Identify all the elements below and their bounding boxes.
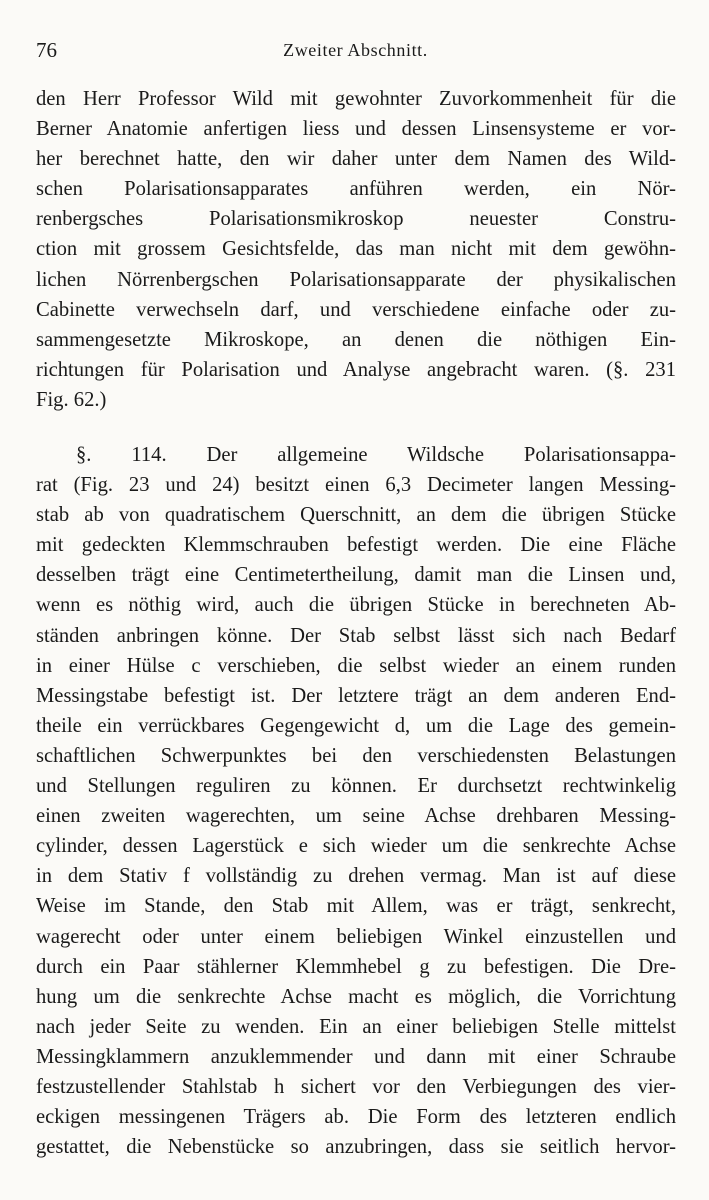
text-line: ction mit grossem Gesichtsfelde, das man nicht mit dem gewöhn- — [36, 238, 676, 261]
text-line: nach jeder Seite zu wenden. Ein an einer beliebigen Stelle mittelst — [36, 1015, 676, 1038]
text-line: festzustellender Stahlstab h sichert vor den Verbiegungen des vier- — [36, 1075, 676, 1098]
section-114-paragraph — [36, 440, 676, 1162]
text-line: renbergsches Polarisationsmikroskop neuester Constru- — [36, 208, 676, 231]
text-line: ständen anbringen könne. Der Stab selbst lässt sich nach Bedarf — [36, 624, 676, 647]
text-line: richtungen für Polarisation und Analyse angebracht waren. (§. 231 — [36, 358, 676, 381]
text-line: Berner Anatomie anfertigen liess und dessen Linsensysteme er vor- — [36, 118, 676, 141]
text-line: schaftlichen Schwerpunktes bei den verschiedensten Belastungen — [36, 744, 676, 767]
text-line: Messingklammern anzuklemmender und dann mit einer Schraube — [36, 1045, 676, 1068]
text-line: und Stellungen reguliren zu können. Er durchsetzt rechtwinkelig — [36, 775, 676, 798]
page-header — [36, 38, 675, 68]
text-line: her berechnet hatte, den wir daher unter dem Namen des Wild- — [36, 148, 676, 171]
text-line: stab ab von quadratischem Querschnitt, an dem die übrigen Stücke — [36, 504, 676, 527]
text-line: gestattet, die Nebenstücke so anzubringen, dass sie seitlich hervor- — [36, 1136, 676, 1159]
text-line: sammengesetzte Mikroskope, an denen die nöthigen Ein- — [36, 328, 676, 351]
text-line: desselben trägt eine Centimetertheilung, damit man die Linsen und, — [36, 564, 676, 587]
running-head: Zweiter Abschnitt. — [283, 40, 428, 60]
text-line: hung um die senkrechte Achse macht es möglich, die Vorrichtung — [36, 985, 676, 1008]
text-line: schen Polarisationsapparates anführen werden, ein Nör- — [36, 178, 676, 201]
text-line: wenn es nöthig wird, auch die übrigen Stücke in berechneten Ab- — [36, 594, 676, 617]
text-line: theile ein verrückbares Gegengewicht d, um die Lage des gemein- — [36, 714, 676, 737]
paragraph-continuation — [36, 84, 676, 415]
text-line: eckigen messingenen Trägers ab. Die Form des letzteren endlich — [36, 1106, 676, 1129]
text-line: den Herr Professor Wild mit gewohnter Zuvorkommenheit für die — [36, 88, 676, 110]
text-line: mit gedeckten Klemmschrauben befestigt werden. Die eine Fläche — [36, 534, 676, 557]
text-line: wagerecht oder unter einem beliebigen Winkel einzustellen und — [36, 925, 676, 948]
text-line: durch ein Paar stählerner Klemmhebel g zu befestigen. Die Dre- — [36, 955, 676, 978]
page-number: 76 — [36, 38, 57, 62]
text-line: rat (Fig. 23 und 24) besitzt einen 6,3 Decimeter langen Messing- — [36, 474, 676, 497]
text-line: lichen Nörrenbergschen Polarisationsapparate der physikalischen — [36, 268, 676, 291]
text-line: in einer Hülse c verschieben, die selbst wieder an einem runden — [36, 654, 676, 677]
text-line: einen zweiten wagerechten, um seine Achse drehbaren Messing- — [36, 805, 676, 828]
text-line: Weise im Stande, den Stab mit Allem, was er trägt, senkrecht, — [36, 895, 676, 918]
text-line: cylinder, dessen Lagerstück e sich wieder um die senkrechte Achse — [36, 835, 676, 858]
text-line: Fig. 62.) — [36, 388, 107, 411]
text-line: Cabinette verwechseln darf, und verschiedene einfache oder zu- — [36, 298, 676, 321]
text-line: Messingstabe befestigt ist. Der letztere trägt an dem anderen End- — [36, 684, 676, 707]
text-line: in dem Stativ f vollständig zu drehen vermag. Man ist auf diese — [36, 865, 676, 888]
section-heading-line: §. 114. Der allgemeine Wildsche Polarisationsappa- — [76, 444, 676, 466]
